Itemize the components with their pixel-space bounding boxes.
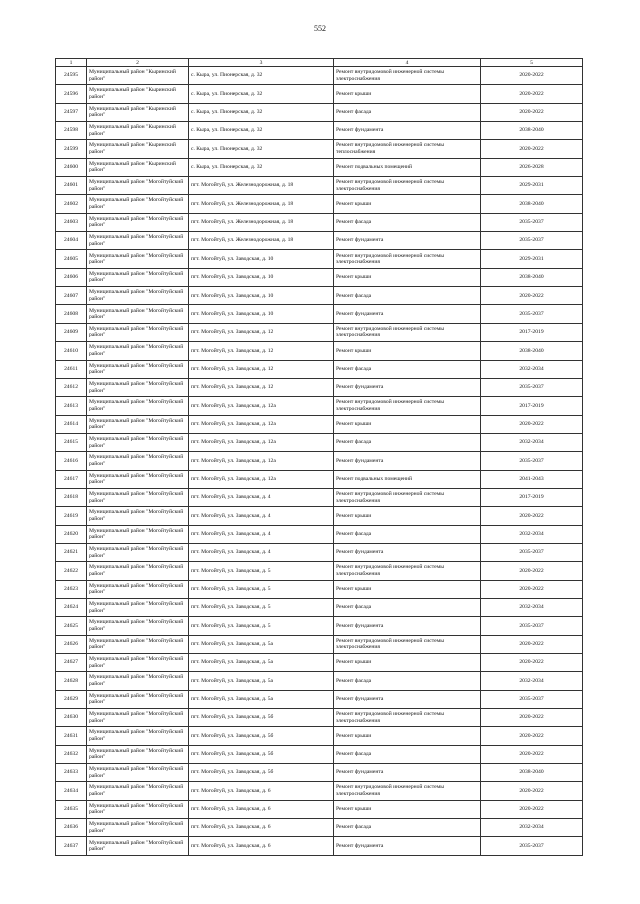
table-row (56, 232, 583, 250)
table-row (56, 360, 583, 378)
work-type-cell: Ремонт фундамента (334, 764, 481, 782)
municipality-cell: Муниципальный район "Кыринский район" (87, 122, 189, 140)
row-number-cell: 24626 (56, 635, 87, 653)
municipality-cell: Муниципальный район "Могойтуйский район" (87, 268, 189, 286)
address-cell: пгт. Могойтуй, ул. Заводская, д. 10 (189, 268, 334, 286)
municipality-cell: Муниципальный район "Могойтуйский район" (87, 250, 189, 268)
row-number-cell: 24602 (56, 195, 87, 213)
table-row (56, 598, 583, 616)
row-number-cell: 24637 (56, 837, 87, 855)
work-type-cell: Ремонт крыши (334, 800, 481, 818)
municipality-cell: Муниципальный район "Могойтуйский район" (87, 433, 189, 451)
work-type-cell: Ремонт крыши (334, 580, 481, 598)
table-row (56, 837, 583, 855)
address-cell: с. Кыра, ул. Пионерская, д. 32 (189, 158, 334, 176)
row-number-cell: 24625 (56, 617, 87, 635)
row-number-cell: 24616 (56, 452, 87, 470)
row-number-cell: 24634 (56, 782, 87, 800)
address-cell: пгт. Могойтуй, ул. Заводская, д. 5 (189, 562, 334, 580)
municipality-cell: Муниципальный район "Могойтуйский район" (87, 507, 189, 525)
table-row (56, 672, 583, 690)
work-type-cell: Ремонт фундамента (334, 232, 481, 250)
column-index-4: 4 (334, 59, 481, 67)
work-type-cell: Ремонт внутридомовой инженерной системы электроснабжения (334, 250, 481, 268)
table-row (56, 562, 583, 580)
municipality-cell: Муниципальный район "Могойтуйский район" (87, 213, 189, 231)
period-cell: 2041-2043 (481, 470, 583, 488)
page-number: 552 (314, 24, 326, 33)
address-cell: пгт. Могойтуй, ул. Заводская, д. 12 (189, 360, 334, 378)
work-type-cell: Ремонт внутридомовой инженерной системы электроснабжения (334, 562, 481, 580)
address-cell: пгт. Могойтуй, ул. Заводская, д. 5б (189, 727, 334, 745)
table-row (56, 617, 583, 635)
address-cell: пгт. Могойтуй, ул. Заводская, д. 12 (189, 323, 334, 341)
row-number-cell: 24631 (56, 727, 87, 745)
period-cell: 2035-2037 (481, 543, 583, 561)
period-cell: 2035-2037 (481, 837, 583, 855)
table-row (56, 543, 583, 561)
municipality-cell: Муниципальный район "Могойтуйский район" (87, 690, 189, 708)
municipality-cell: Муниципальный район "Могойтуйский район" (87, 452, 189, 470)
municipality-cell: Муниципальный район "Могойтуйский район" (87, 305, 189, 323)
row-number-cell: 24607 (56, 287, 87, 305)
period-cell: 2020-2022 (481, 580, 583, 598)
table-row (56, 305, 583, 323)
work-type-cell: Ремонт крыши (334, 415, 481, 433)
table-row (56, 507, 583, 525)
period-cell: 2020-2022 (481, 800, 583, 818)
table-row (56, 782, 583, 800)
municipality-cell: Муниципальный район "Могойтуйский район" (87, 727, 189, 745)
address-cell: пгт. Могойтуй, ул. Заводская, д. 4 (189, 488, 334, 506)
work-type-cell: Ремонт внутридомовой инженерной системы электроснабжения (334, 782, 481, 800)
row-number-cell: 24635 (56, 800, 87, 818)
row-number-cell: 24630 (56, 709, 87, 727)
table-row (56, 433, 583, 451)
work-type-cell: Ремонт фундамента (334, 452, 481, 470)
period-cell: 2032-2034 (481, 433, 583, 451)
row-number-cell: 24624 (56, 598, 87, 616)
table-row (56, 67, 583, 85)
table-row (56, 452, 583, 470)
period-cell: 2038-2040 (481, 764, 583, 782)
municipality-cell: Муниципальный район "Могойтуйский район" (87, 800, 189, 818)
row-number-cell: 24627 (56, 654, 87, 672)
period-cell: 2032-2034 (481, 819, 583, 837)
municipality-cell: Муниципальный район "Могойтуйский район" (87, 837, 189, 855)
municipality-cell: Муниципальный район "Могойтуйский район" (87, 543, 189, 561)
column-index-5: 5 (481, 59, 583, 67)
period-cell: 2038-2040 (481, 342, 583, 360)
address-cell: пгт. Могойтуй, ул. Заводская, д. 4 (189, 507, 334, 525)
column-index-3: 3 (189, 59, 334, 67)
work-type-cell: Ремонт фундамента (334, 122, 481, 140)
table-row (56, 580, 583, 598)
row-number-cell: 24611 (56, 360, 87, 378)
municipality-cell: Муниципальный район "Могойтуйский район" (87, 470, 189, 488)
address-cell: пгт. Могойтуй, ул. Железнодорожная, д. 18 (189, 177, 334, 195)
row-number-cell: 24601 (56, 177, 87, 195)
table-row (56, 122, 583, 140)
period-cell: 2020-2022 (481, 287, 583, 305)
address-cell: с. Кыра, ул. Пионерская, д. 32 (189, 103, 334, 121)
address-cell: пгт. Могойтуй, ул. Заводская, д. 6 (189, 782, 334, 800)
municipality-cell: Муниципальный район "Кыринский район" (87, 67, 189, 85)
table-row (56, 140, 583, 158)
period-cell: 2032-2034 (481, 525, 583, 543)
work-type-cell: Ремонт крыши (334, 85, 481, 103)
row-number-cell: 24628 (56, 672, 87, 690)
work-type-cell: Ремонт внутридомовой инженерной системы электроснабжения (334, 323, 481, 341)
period-cell: 2038-2040 (481, 268, 583, 286)
address-cell: пгт. Могойтуй, ул. Заводская, д. 12а (189, 470, 334, 488)
table-row (56, 690, 583, 708)
municipality-cell: Муниципальный район "Кыринский район" (87, 103, 189, 121)
table-row (56, 488, 583, 506)
table-row (56, 654, 583, 672)
period-cell: 2020-2022 (481, 745, 583, 763)
row-number-cell: 24622 (56, 562, 87, 580)
address-cell: пгт. Могойтуй, ул. Заводская, д. 5б (189, 709, 334, 727)
table-row (56, 470, 583, 488)
municipality-cell: Муниципальный район "Могойтуйский район" (87, 617, 189, 635)
municipality-cell: Муниципальный район "Могойтуйский район" (87, 745, 189, 763)
work-type-cell: Ремонт подвальных помещений (334, 470, 481, 488)
address-cell: пгт. Могойтуй, ул. Заводская, д. 4 (189, 525, 334, 543)
column-index-2: 2 (87, 59, 189, 67)
work-type-cell: Ремонт фундамента (334, 305, 481, 323)
address-cell: с. Кыра, ул. Пионерская, д. 32 (189, 67, 334, 85)
work-type-cell: Ремонт подвальных помещений (334, 158, 481, 176)
period-cell: 2020-2022 (481, 654, 583, 672)
period-cell: 2020-2022 (481, 85, 583, 103)
address-cell: с. Кыра, ул. Пионерская, д. 32 (189, 122, 334, 140)
address-cell: пгт. Могойтуй, ул. Заводская, д. 12а (189, 415, 334, 433)
address-cell: пгт. Могойтуй, ул. Заводская, д. 4 (189, 543, 334, 561)
row-number-cell: 24612 (56, 378, 87, 396)
municipality-cell: Муниципальный район "Могойтуйский район" (87, 195, 189, 213)
table-row (56, 195, 583, 213)
row-number-cell: 24603 (56, 213, 87, 231)
row-number-cell: 24620 (56, 525, 87, 543)
row-number-cell: 24600 (56, 158, 87, 176)
municipality-cell: Муниципальный район "Могойтуйский район" (87, 177, 189, 195)
period-cell: 2032-2034 (481, 360, 583, 378)
address-cell: пгт. Могойтуй, ул. Заводская, д. 6 (189, 800, 334, 818)
row-number-cell: 24615 (56, 433, 87, 451)
municipality-cell: Муниципальный район "Могойтуйский район" (87, 562, 189, 580)
row-number-cell: 24636 (56, 819, 87, 837)
work-type-cell: Ремонт крыши (334, 507, 481, 525)
address-cell: пгт. Могойтуй, ул. Заводская, д. 10 (189, 287, 334, 305)
municipality-cell: Муниципальный район "Могойтуйский район" (87, 360, 189, 378)
period-cell: 2017-2019 (481, 488, 583, 506)
municipality-cell: Муниципальный район "Кыринский район" (87, 85, 189, 103)
row-number-cell: 24623 (56, 580, 87, 598)
period-cell: 2038-2040 (481, 195, 583, 213)
row-number-cell: 24617 (56, 470, 87, 488)
period-cell: 2020-2022 (481, 103, 583, 121)
table-row (56, 800, 583, 818)
address-cell: с. Кыра, ул. Пионерская, д. 32 (189, 85, 334, 103)
row-number-cell: 24605 (56, 250, 87, 268)
table-row (56, 397, 583, 415)
address-cell: пгт. Могойтуй, ул. Железнодорожная, д. 18 (189, 232, 334, 250)
address-cell: пгт. Могойтуй, ул. Заводская, д. 5а (189, 635, 334, 653)
work-type-cell: Ремонт фундамента (334, 543, 481, 561)
municipality-cell: Муниципальный район "Могойтуйский район" (87, 323, 189, 341)
table-row (56, 525, 583, 543)
address-cell: пгт. Могойтуй, ул. Заводская, д. 5б (189, 745, 334, 763)
municipality-cell: Муниципальный район "Могойтуйский район" (87, 654, 189, 672)
period-cell: 2035-2037 (481, 690, 583, 708)
municipality-cell: Муниципальный район "Могойтуйский район" (87, 525, 189, 543)
address-cell: пгт. Могойтуй, ул. Заводская, д. 5 (189, 580, 334, 598)
period-cell: 2029-2031 (481, 250, 583, 268)
period-cell: 2020-2022 (481, 709, 583, 727)
period-cell: 2017-2019 (481, 323, 583, 341)
municipality-cell: Муниципальный район "Могойтуйский район" (87, 342, 189, 360)
table-row (56, 287, 583, 305)
table-row (56, 158, 583, 176)
address-cell: пгт. Могойтуй, ул. Заводская, д. 12а (189, 397, 334, 415)
address-cell: пгт. Могойтуй, ул. Железнодорожная, д. 18 (189, 213, 334, 231)
municipality-cell: Муниципальный район "Могойтуйский район" (87, 709, 189, 727)
row-number-cell: 24613 (56, 397, 87, 415)
work-type-cell: Ремонт крыши (334, 195, 481, 213)
column-index-row (56, 59, 583, 67)
table-row (56, 342, 583, 360)
row-number-cell: 24596 (56, 85, 87, 103)
address-cell: с. Кыра, ул. Пионерская, д. 32 (189, 140, 334, 158)
table-row (56, 745, 583, 763)
municipality-cell: Муниципальный район "Кыринский район" (87, 158, 189, 176)
table-row (56, 103, 583, 121)
work-type-cell: Ремонт фасада (334, 525, 481, 543)
repair-schedule-table (55, 58, 583, 856)
address-cell: пгт. Могойтуй, ул. Заводская, д. 5 (189, 598, 334, 616)
municipality-cell: Муниципальный район "Могойтуйский район" (87, 764, 189, 782)
row-number-cell: 24619 (56, 507, 87, 525)
table-row (56, 635, 583, 653)
period-cell: 2020-2022 (481, 562, 583, 580)
municipality-cell: Муниципальный район "Могойтуйский район" (87, 378, 189, 396)
work-type-cell: Ремонт фасада (334, 672, 481, 690)
address-cell: пгт. Могойтуй, ул. Заводская, д. 6 (189, 837, 334, 855)
work-type-cell: Ремонт фасада (334, 433, 481, 451)
table-row (56, 415, 583, 433)
address-cell: пгт. Могойтуй, ул. Заводская, д. 12а (189, 452, 334, 470)
row-number-cell: 24595 (56, 67, 87, 85)
work-type-cell: Ремонт фасада (334, 287, 481, 305)
work-type-cell: Ремонт крыши (334, 268, 481, 286)
municipality-cell: Муниципальный район "Могойтуйский район" (87, 397, 189, 415)
address-cell: пгт. Могойтуй, ул. Железнодорожная, д. 18 (189, 195, 334, 213)
work-type-cell: Ремонт фасада (334, 819, 481, 837)
address-cell: пгт. Могойтуй, ул. Заводская, д. 12 (189, 342, 334, 360)
row-number-cell: 24599 (56, 140, 87, 158)
period-cell: 2035-2037 (481, 232, 583, 250)
work-type-cell: Ремонт крыши (334, 342, 481, 360)
row-number-cell: 24614 (56, 415, 87, 433)
municipality-cell: Муниципальный район "Могойтуйский район" (87, 819, 189, 837)
address-cell: пгт. Могойтуй, ул. Заводская, д. 10 (189, 305, 334, 323)
period-cell: 2020-2022 (481, 782, 583, 800)
address-cell: пгт. Могойтуй, ул. Заводская, д. 5а (189, 672, 334, 690)
table-row (56, 709, 583, 727)
work-type-cell: Ремонт внутридомовой инженерной системы электроснабжения (334, 488, 481, 506)
period-cell: 2035-2037 (481, 213, 583, 231)
municipality-cell: Муниципальный район "Могойтуйский район" (87, 415, 189, 433)
table-row (56, 378, 583, 396)
column-index-1: 1 (56, 59, 87, 67)
work-type-cell: Ремонт внутридомовой инженерной системы электроснабжения (334, 177, 481, 195)
period-cell: 2032-2034 (481, 598, 583, 616)
row-number-cell: 24629 (56, 690, 87, 708)
work-type-cell: Ремонт внутридомовой инженерной системы теплоснабжения (334, 140, 481, 158)
work-type-cell: Ремонт внутридомовой инженерной системы электроснабжения (334, 67, 481, 85)
period-cell: 2020-2022 (481, 140, 583, 158)
work-type-cell: Ремонт фасада (334, 745, 481, 763)
period-cell: 2035-2037 (481, 617, 583, 635)
table-row (56, 819, 583, 837)
period-cell: 2038-2040 (481, 122, 583, 140)
row-number-cell: 24633 (56, 764, 87, 782)
municipality-cell: Муниципальный район "Могойтуйский район" (87, 232, 189, 250)
work-type-cell: Ремонт фундамента (334, 837, 481, 855)
period-cell: 2035-2037 (481, 305, 583, 323)
municipality-cell: Муниципальный район "Могойтуйский район" (87, 580, 189, 598)
address-cell: пгт. Могойтуй, ул. Заводская, д. 6 (189, 819, 334, 837)
address-cell: пгт. Могойтуй, ул. Заводская, д. 5а (189, 654, 334, 672)
row-number-cell: 24608 (56, 305, 87, 323)
address-cell: пгт. Могойтуй, ул. Заводская, д. 5б (189, 764, 334, 782)
work-type-cell: Ремонт внутридомовой инженерной системы электроснабжения (334, 709, 481, 727)
municipality-cell: Муниципальный район "Могойтуйский район" (87, 672, 189, 690)
municipality-cell: Муниципальный район "Могойтуйский район" (87, 782, 189, 800)
period-cell: 2020-2022 (481, 507, 583, 525)
period-cell: 2020-2022 (481, 635, 583, 653)
row-number-cell: 24598 (56, 122, 87, 140)
municipality-cell: Муниципальный район "Могойтуйский район" (87, 598, 189, 616)
period-cell: 2017-2019 (481, 397, 583, 415)
municipality-cell: Муниципальный район "Могойтуйский район" (87, 635, 189, 653)
row-number-cell: 24618 (56, 488, 87, 506)
address-cell: пгт. Могойтуй, ул. Заводская, д. 5 (189, 617, 334, 635)
work-type-cell: Ремонт внутридомовой инженерной системы электроснабжения (334, 635, 481, 653)
address-cell: пгт. Могойтуй, ул. Заводская, д. 12а (189, 433, 334, 451)
work-type-cell: Ремонт фасада (334, 213, 481, 231)
row-number-cell: 24632 (56, 745, 87, 763)
period-cell: 2020-2022 (481, 67, 583, 85)
row-number-cell: 24621 (56, 543, 87, 561)
work-type-cell: Ремонт внутридомовой инженерной системы электроснабжения (334, 397, 481, 415)
work-type-cell: Ремонт крыши (334, 727, 481, 745)
work-type-cell: Ремонт фасада (334, 103, 481, 121)
municipality-cell: Муниципальный район "Кыринский район" (87, 140, 189, 158)
table-row (56, 213, 583, 231)
work-type-cell: Ремонт крыши (334, 654, 481, 672)
address-cell: пгт. Могойтуй, ул. Заводская, д. 5а (189, 690, 334, 708)
address-cell: пгт. Могойтуй, ул. Заводская, д. 10 (189, 250, 334, 268)
work-type-cell: Ремонт фасада (334, 360, 481, 378)
period-cell: 2029-2031 (481, 177, 583, 195)
table-row (56, 177, 583, 195)
row-number-cell: 24597 (56, 103, 87, 121)
row-number-cell: 24604 (56, 232, 87, 250)
work-type-cell: Ремонт фасада (334, 598, 481, 616)
work-type-cell: Ремонт фундамента (334, 617, 481, 635)
table-row (56, 764, 583, 782)
address-cell: пгт. Могойтуй, ул. Заводская, д. 12 (189, 378, 334, 396)
period-cell: 2026-2028 (481, 158, 583, 176)
period-cell: 2035-2037 (481, 378, 583, 396)
period-cell: 2032-2034 (481, 672, 583, 690)
table-row (56, 323, 583, 341)
table-row (56, 85, 583, 103)
work-type-cell: Ремонт фундамента (334, 378, 481, 396)
municipality-cell: Муниципальный район "Могойтуйский район" (87, 287, 189, 305)
table-row (56, 727, 583, 745)
municipality-cell: Муниципальный район "Могойтуйский район" (87, 488, 189, 506)
work-type-cell: Ремонт фундамента (334, 690, 481, 708)
period-cell: 2020-2022 (481, 415, 583, 433)
row-number-cell: 24606 (56, 268, 87, 286)
row-number-cell: 24610 (56, 342, 87, 360)
period-cell: 2020-2022 (481, 727, 583, 745)
period-cell: 2035-2037 (481, 452, 583, 470)
table-row (56, 268, 583, 286)
row-number-cell: 24609 (56, 323, 87, 341)
table-row (56, 250, 583, 268)
